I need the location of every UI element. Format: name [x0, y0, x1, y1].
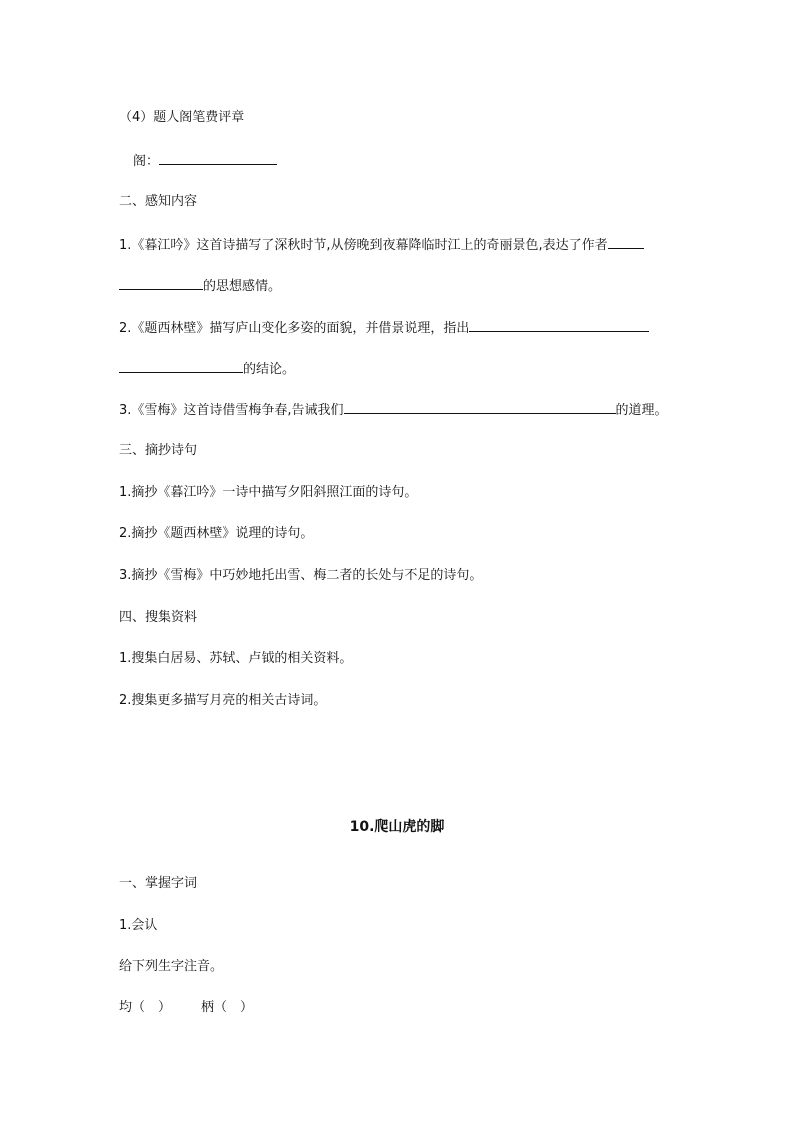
- ge-fill-line: [133, 152, 277, 170]
- pinyin-row: [119, 1000, 253, 1016]
- question-3-tail: 的道理。: [615, 403, 668, 418]
- section-4-heading: 四、搜集资料: [119, 610, 198, 625]
- section-3-item-1: 1.摘抄《暮江吟》一诗中描写夕阳斜照江面的诗句。: [119, 485, 418, 500]
- question-3-blank[interactable]: [344, 401, 616, 414]
- lesson-section-1-heading: 一、掌握字词: [119, 876, 198, 891]
- question-3-line: [119, 401, 668, 419]
- lesson-sub-1: 1.会认: [119, 918, 158, 933]
- pinyin-item-1[interactable]: 均（ ）: [119, 1000, 172, 1015]
- section-4-item-1: 1.搜集白居易、苏轼、卢钺的相关资料。: [119, 651, 353, 666]
- question-2-blank-a[interactable]: [469, 319, 649, 332]
- question-3-text: 3.《雪梅》这首诗借雪梅争春,告诫我们: [119, 403, 344, 418]
- section-3-item-2: 2.摘抄《题西林壁》说理的诗句。: [119, 526, 314, 541]
- section-4-item-2: 2.搜集更多描写月亮的相关古诗词。: [119, 693, 327, 708]
- lesson-instruction: 给下列生字注音。: [119, 959, 224, 974]
- ge-answer-blank[interactable]: [159, 152, 277, 165]
- section-3-item-3: 3.摘抄《雪梅》中巧妙地托出雪、梅二者的长处与不足的诗句。: [119, 568, 483, 583]
- lesson-title: 10.爬山虎的脚: [349, 819, 445, 835]
- ge-label: 阁：: [133, 154, 160, 169]
- section-3-heading: 三、摘抄诗句: [119, 443, 198, 458]
- question-1-tail: 的思想感情。: [203, 279, 282, 294]
- question-2-text: 2.《题西林壁》描写庐山变化多姿的面貌，并借景说理，指出: [119, 321, 470, 336]
- question-1-text: 1.《暮江吟》这首诗描写了深秋时节,从傍晚到夜幕降临时江上的奇丽景色,表达了作者: [119, 238, 608, 253]
- question-2-line: [119, 319, 649, 337]
- question-1-blank-b[interactable]: [119, 277, 203, 290]
- question-2-blank-b[interactable]: [119, 360, 243, 373]
- pinyin-item-2[interactable]: 柄（ ）: [201, 1000, 254, 1015]
- question-2-cont: [119, 360, 295, 378]
- section-2-heading: 二、感知内容: [119, 194, 198, 209]
- question-1-cont: [119, 277, 281, 295]
- question-1-line: [119, 236, 644, 254]
- question-2-tail: 的结论。: [243, 362, 296, 377]
- question-1-blank-a[interactable]: [608, 236, 644, 249]
- item-4-heading: （4）题人阁笔费评章: [119, 110, 245, 125]
